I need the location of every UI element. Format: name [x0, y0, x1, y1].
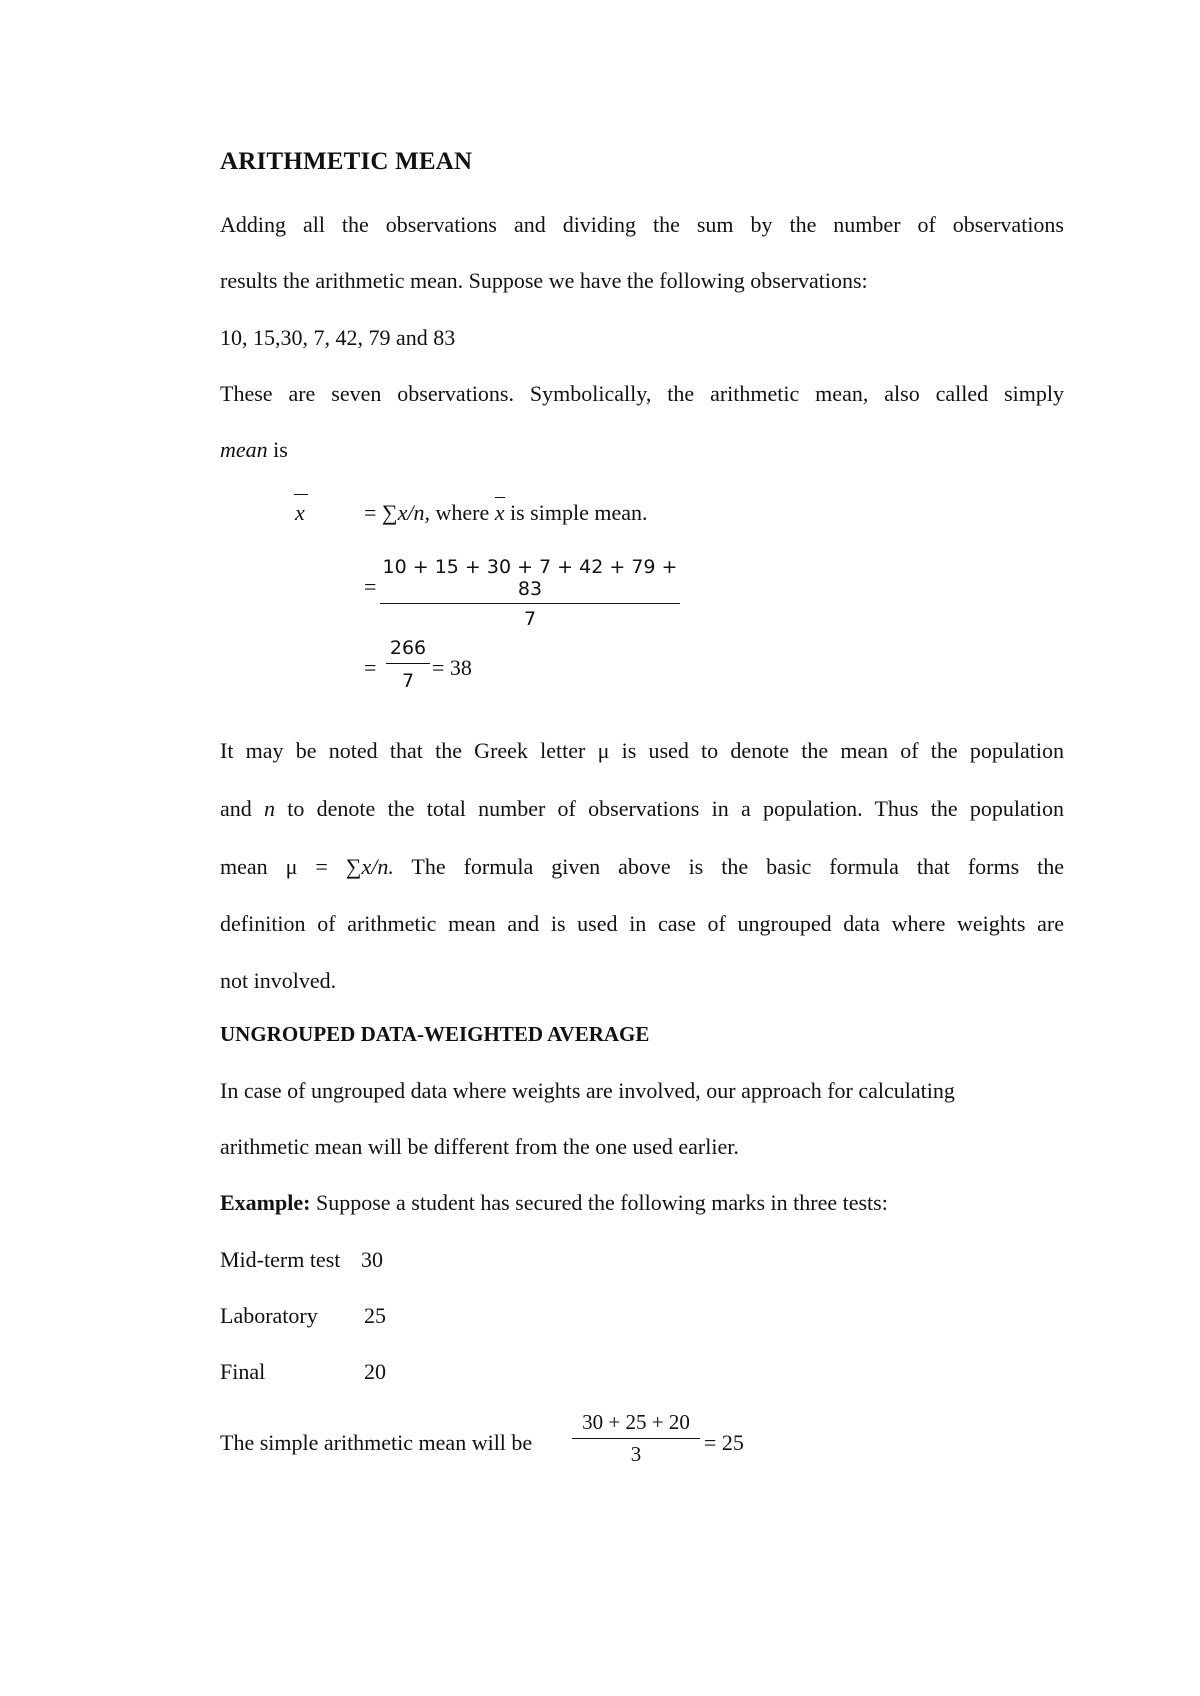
paragraph-line: definition of arithmetic mean and is used in case of ungrouped data where weights are [220, 911, 1064, 936]
marks-value: 25 [364, 1303, 386, 1328]
italic-term: mean [220, 437, 268, 462]
fraction-simple-mean [572, 1410, 700, 1467]
fraction-denominator: 7 [401, 670, 415, 692]
fraction-total [386, 637, 430, 692]
fraction-denominator: 7 [523, 608, 537, 630]
sum-expression: ∑x/n, [381, 500, 430, 525]
marks-label: Final [220, 1359, 266, 1384]
text-fragment: to denote the total number of observations in a population. Thus the population [275, 796, 1064, 821]
xbar-symbol: x [295, 500, 305, 525]
text-fragment: where [429, 500, 495, 525]
marks-label: Mid-term test [220, 1247, 341, 1272]
equals-sign: = [364, 574, 377, 599]
mean-overbar [294, 494, 308, 495]
fraction-numerator: 30 + 25 + 20 [582, 1410, 690, 1434]
fraction-bar [380, 603, 680, 604]
paragraph-line: In case of ungrouped data where weights are involved, our approach for calculating [220, 1078, 955, 1103]
formula-result: = 38 [432, 655, 472, 680]
formula-result: = 25 [704, 1430, 744, 1455]
paragraph-line [220, 437, 288, 463]
marks-label: Laboratory [220, 1303, 318, 1328]
equals-sign: = [364, 500, 382, 525]
fraction-numerator: 10 + 15 + 30 + 7 + 42 + 79 + 83 [382, 556, 678, 600]
text-fragment: is [267, 437, 288, 462]
paragraph-line: It may be noted that the Greek letter μ is used to denote the mean of the population [220, 738, 1064, 763]
text-fragment: Suppose a student has secured the following marks in three tests: [310, 1190, 888, 1215]
formula-line [364, 500, 647, 526]
paragraph-line: These are seven observations. Symbolically, the arithmetic mean, also called simply [220, 381, 1064, 406]
italic-term: n [264, 796, 276, 821]
fraction-numerator: 266 [389, 637, 427, 659]
paragraph-line: arithmetic mean will be different from the one used earlier. [220, 1134, 739, 1159]
paragraph-line: not involved. [220, 968, 337, 993]
paragraph-line [220, 796, 1064, 822]
text-fragment: mean μ = [220, 854, 346, 879]
sum-expression: ∑x/n. [345, 854, 394, 879]
paragraph-line: results the arithmetic mean. Suppose we have the following observations: [220, 268, 868, 293]
fraction-sum-observations [380, 556, 680, 630]
paragraph-line [220, 854, 1064, 880]
observations-list: 10, 15,30, 7, 42, 79 and 83 [220, 325, 456, 350]
section-heading-arithmetic-mean: ARITHMETIC MEAN [220, 148, 473, 175]
example-label: Example: [220, 1190, 311, 1215]
fraction-bar [572, 1438, 700, 1439]
simple-mean-text: The simple arithmetic mean will be [220, 1430, 533, 1455]
marks-value: 20 [364, 1359, 386, 1384]
paragraph-line: Adding all the observations and dividing the sum by the number of observations [220, 212, 1064, 237]
fraction-denominator: 3 [630, 1442, 642, 1466]
text-fragment: The formula given above is the basic formula that forms the [393, 854, 1065, 879]
text-fragment: is simple mean. [504, 500, 648, 525]
xbar-inline: x [495, 497, 505, 526]
section-heading-weighted-average: UNGROUPED DATA-WEIGHTED AVERAGE [220, 1022, 650, 1046]
marks-value: 30 [361, 1247, 383, 1272]
fraction-bar [386, 663, 430, 664]
equals-sign: = [364, 655, 377, 680]
text-fragment: and [220, 796, 265, 821]
example-line [220, 1190, 888, 1216]
